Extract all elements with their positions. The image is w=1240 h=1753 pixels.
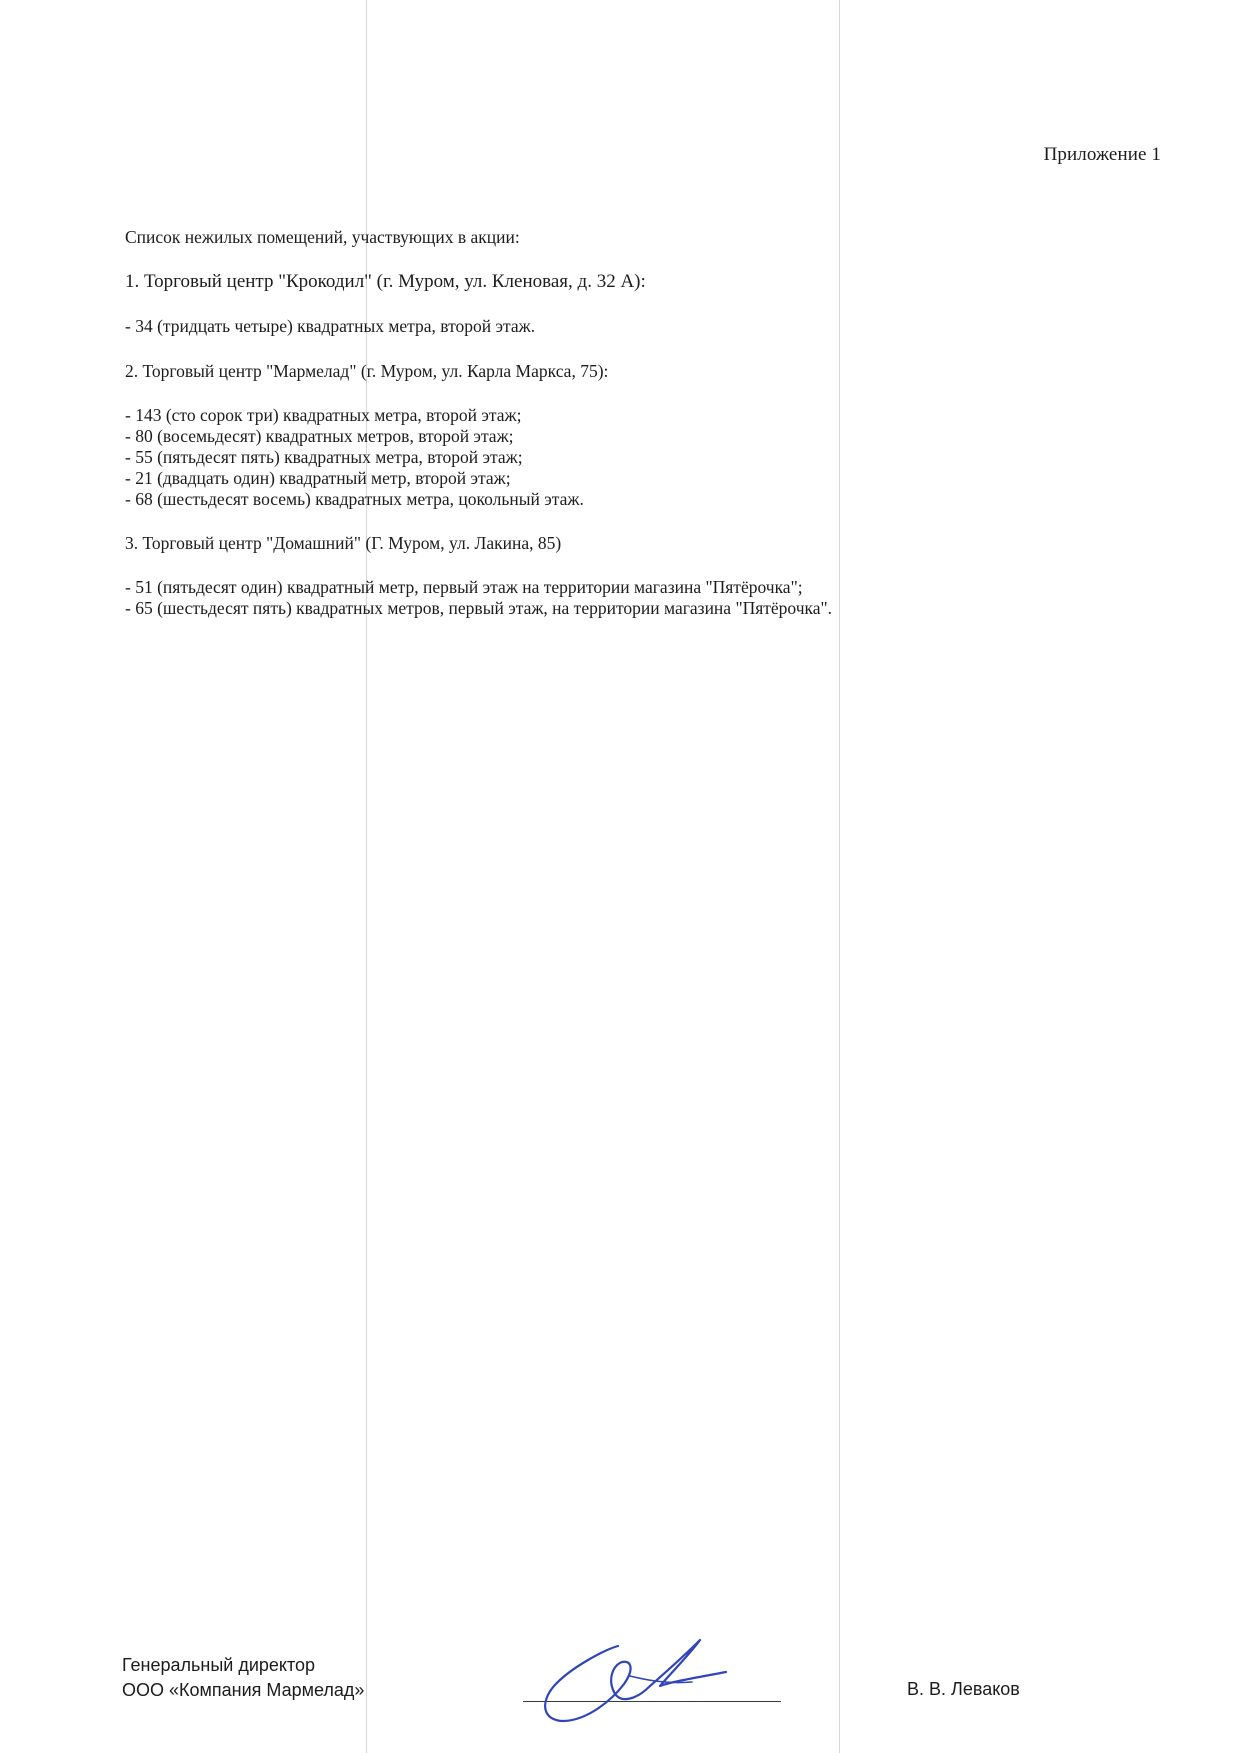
signer-name: В. В. Леваков [907,1679,1020,1699]
center-2-item-4: - 21 (двадцать один) квадратный метр, второй этаж; [125,468,511,488]
center-2-item-3: - 55 (пятьдесят пять) квадратных метра, второй этаж; [125,447,523,467]
document-body [125,227,1175,619]
appendix-label: Приложение 1 [1043,144,1161,165]
signatory-position [122,1653,364,1703]
center-3-item-2: - 65 (шестьдесят пять) квадратных метров, первый этаж, на территории магазина "Пятёрочка". [125,598,833,618]
signatory-company: ООО «Компания Мармелад» [122,1680,365,1700]
list-intro: Список нежилых помещений, участвующих в акции: [125,227,520,247]
center-1-item-1: - 34 (тридцать четыре) квадратных метра, второй этаж. [125,316,536,336]
center-2-item-2: - 80 (восемьдесят) квадратных метров, второй этаж; [125,426,514,446]
handwritten-signature [520,1620,790,1730]
signatory-title: Генеральный директор [122,1655,316,1675]
center-2-item-5: - 68 (шестьдесят восемь) квадратных метра, цокольный этаж. [125,489,584,509]
center-2-title: 2. Торговый центр "Мармелад" (г. Муром, ул. Карла Маркса, 75): [125,361,609,381]
center-3-title: 3. Торговый центр "Домашний" (Г. Муром, ул. Лакина, 85) [125,533,562,553]
center-3-item-1: - 51 (пятьдесят один) квадратный метр, первый этаж на территории магазина "Пятёрочка"; [125,577,803,597]
center-2-item-1: - 143 (сто сорок три) квадратных метра, второй этаж; [125,405,522,425]
center-1-title: 1. Торговый центр "Крокодил" (г. Муром, ул. Кленовая, д. 32 А): [125,271,646,292]
